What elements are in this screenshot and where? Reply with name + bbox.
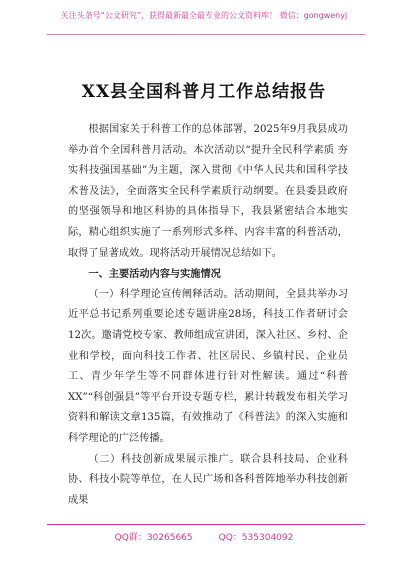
footer-divider — [47, 524, 365, 525]
section-heading: 一、主要活动内容与实施情况 — [88, 268, 221, 281]
header-divider — [47, 34, 365, 35]
document-body — [68, 120, 348, 511]
footer — [0, 530, 408, 543]
item-paragraph-2: （二）科技创新成果展示推广。联合县科技局、企业科协、科技小院等单位，在人民广场和各科普阵地举办科技创新成果 — [68, 453, 348, 506]
footer-qq-group: QQ群：30265665 — [114, 533, 193, 543]
footer-qq: QQ：535304092 — [218, 533, 294, 543]
document-title: XX县全国科普月工作总结报告 — [81, 82, 327, 102]
header-notice: 关注头条号“公文研究”，获得最新最全最专业的公文资料库！ 微信：gongwenyj — [60, 11, 348, 20]
intro-paragraph: 根据国家关于科普工作的总体部署，2025年9月我县成功举办首个全国科普月活动。本次活动以“提升全民科学素质 夯实科技强国基础”为主题，深入贯彻《中华人民共和国科学技术普及法》，全面落实全民科学素质行动纲要。在县委县政府的坚强领导和地区科协的具体指导下，我县紧密结合本地实际，精心组织实施了一系列形式多样、内容丰富的科普活动，取得了显著成效。现将活动开展情况总结如下。 — [68, 124, 348, 259]
item-paragraph-1: （一）科学理论宣传阐释活动。活动期间，全县共举办习近平总书记系列重要论述专题讲座28场，科技工作者研讨会12次。邀请党校专家、教师组成宣讲团，深入社区、乡村、企业和学校，面向科技工作者、社区居民、乡镇村民、企业员工、青少年学生等不同群体进行针对性解读。通过“科普XX”“科创强县”等平台开设专题专栏，累计转载发布相关学习资料和解读文章135篇，有效推动了《科普法》的深入实施和科学理论的广泛传播。 — [68, 288, 348, 444]
